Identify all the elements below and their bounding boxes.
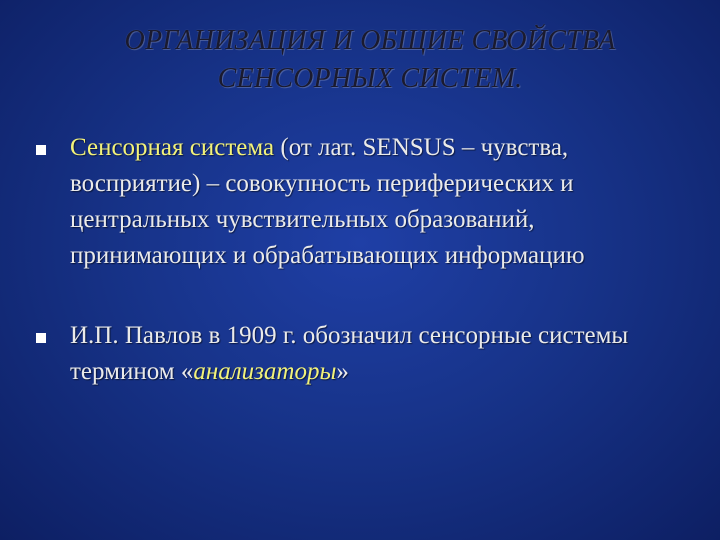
open-quote: « — [180, 358, 194, 385]
bullet-item-sensory-system — [36, 130, 696, 274]
pavlov-text: И.П. Павлов в 1909 г. обозначил сенсорные системы термином — [70, 322, 629, 385]
title-line-1: ОРГАНИЗАЦИЯ И ОБЩИЕ СВОЙСТВА — [124, 25, 616, 56]
title-line-2: СЕНСОРНЫХ СИСТЕМ. — [217, 63, 523, 94]
bullet-list — [36, 130, 696, 390]
slide-title — [40, 22, 700, 98]
close-quote: » — [336, 358, 349, 385]
square-bullet-icon — [36, 145, 46, 155]
definition-text: (от лат. SENSUS – чувства, восприятие) – совокупность периферических и центральных чувствительных образований, принимающих и обрабатывающих информацию — [70, 134, 585, 269]
bullet-item-pavlov — [36, 318, 696, 390]
term-analyzers: анализаторы — [193, 358, 337, 385]
term-sensory-system: Сенсорная система — [70, 134, 275, 161]
square-bullet-icon — [36, 333, 46, 343]
